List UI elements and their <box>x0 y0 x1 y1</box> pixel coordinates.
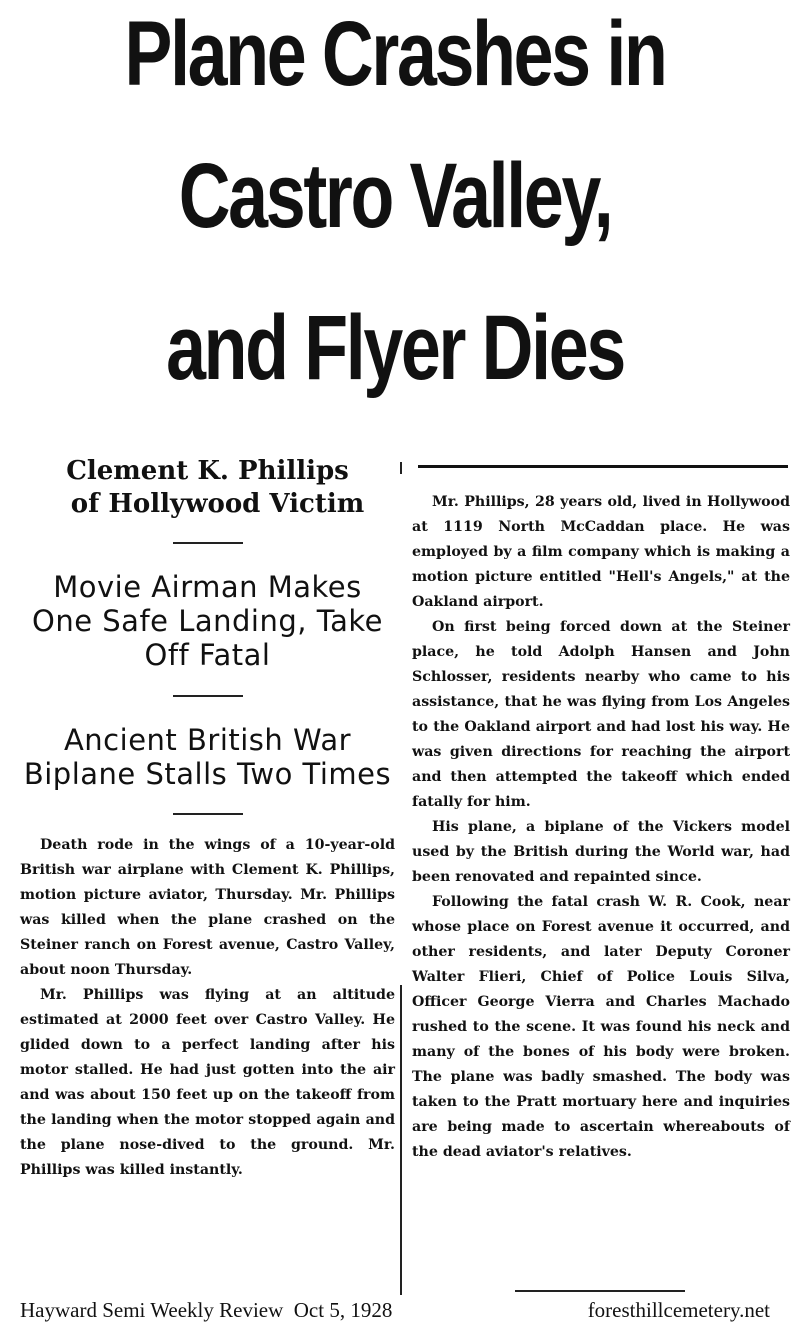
right-column <box>412 490 790 1165</box>
column-divider-bottom <box>400 985 402 1295</box>
website-caption: foresthillcemetery.net <box>587 1298 770 1322</box>
article-paragraph: Mr. Phillips was flying at an altitude estimated at 2000 feet over Castro Valley. He glided down to a perfect landing after his motor stalled. He had just gotten into the air and was about 150 feet up on the takeoff from the landing when the motor stopped again and the plane nose-dived to the ground. Mr. Phillips was killed instantly. <box>20 987 395 1179</box>
article-paragraph: Mr. Phillips, 28 years old, lived in Hollywood at 1119 North McCaddan place. He was employed by a film company which is making a motion picture entitled "Hell's Angels," at the Oakland airport. <box>412 494 790 610</box>
deck-airman: Movie Airman Makes One Safe Landing, Take Off Fatal <box>32 570 383 673</box>
source-caption: Hayward Semi Weekly Review Oct 5, 1928 <box>20 1298 393 1322</box>
headline-line-2: Castro Valley, <box>178 145 612 247</box>
column-divider-top <box>400 462 402 474</box>
deck-victim-line-1: Clement K. Phillips <box>66 456 349 486</box>
left-column <box>20 455 395 1183</box>
end-rule <box>515 1290 685 1292</box>
deck-victim <box>20 455 395 520</box>
headline-line-3: and Flyer Dies <box>166 297 624 399</box>
deck-biplane: Ancient British War Biplane Stalls Two Times <box>23 722 392 791</box>
separator-rule <box>173 542 243 544</box>
article-paragraph: Death rode in the wings of a 10-year-old British war airplane with Clement K. Phillips, motion picture aviator, Thursday. Mr. Phillips was killed when the plane crashed on the Steiner ranch on Forest avenue, Castro Valley, about noon Thursday. <box>20 837 395 979</box>
article-paragraph: On first being forced down at the Steiner place, he told Adolph Hansen and John Schlosser, residents nearby who came to his assistance, that he was flying from Los Angeles to the Oakland airport and had lost his way. He was given directions for reaching the airport and then attempted the takeoff which ended fatally for him. <box>412 619 790 810</box>
deck-victim-line-2: of Hollywood Victim <box>70 488 365 519</box>
separator-rule <box>173 813 243 815</box>
column-top-rule <box>418 465 788 468</box>
separator-rule <box>173 695 243 697</box>
headline-line-1: Plane Crashes in <box>124 3 666 105</box>
article-paragraph: Following the fatal crash W. R. Cook, near whose place on Forest avenue it occurred, and other residents, and later Deputy Coroner Walter Flieri, Chief of Police Louis Silva, Officer George Vierra and Charles Machado rushed to the scene. It was found his neck and many of the bones of his body were broken. The plane was badly smashed. The body was taken to the Pratt mortuary here and inquiries are being made to ascertain whereabouts of the dead aviator's relatives. <box>412 894 790 1160</box>
article-paragraph: His plane, a biplane of the Vickers model used by the British during the World war, had been renovated and repainted since. <box>412 819 790 885</box>
